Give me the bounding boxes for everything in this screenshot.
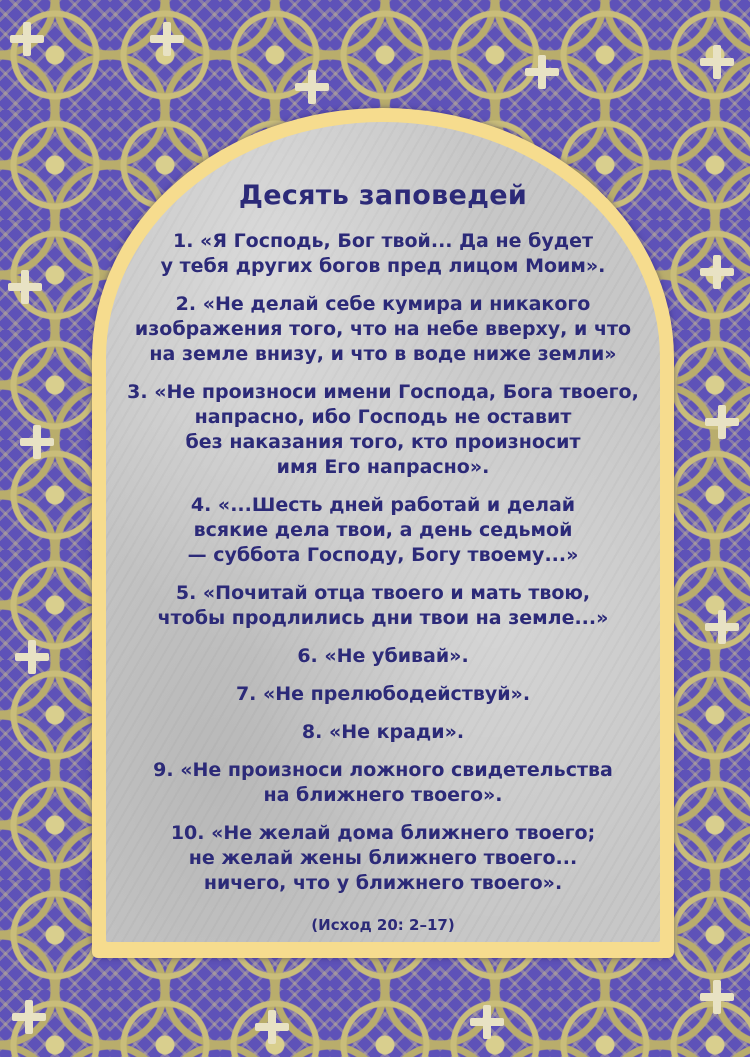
cross-ornament-icon [10,22,44,56]
cross-ornament-icon [705,610,739,644]
cross-ornament-icon [525,55,559,89]
cross-ornament-icon [8,270,42,304]
cross-ornament-icon [295,70,329,104]
commandment-3: 3. «Не произноси имени Господа, Бога твоего, напрасно, ибо Господь не оставит без наказания того, кто произносит имя Его напрасно». [127,381,639,478]
cross-ornament-icon [470,1005,504,1039]
commandment-9: 9. «Не произноси ложного свидетельства на ближнего твоего». [153,759,613,806]
tablet-content [106,122,660,949]
page-title: Десять заповедей [238,180,528,211]
cross-ornament-icon [705,405,739,439]
commandment-7: 7. «Не прелюбодействуй». [235,683,531,705]
commandment-6: 6. «Не убивай». [297,645,469,667]
cross-ornament-icon [12,1000,46,1034]
commandment-1: 1. «Я Господь, Бог твой... Да не будет у тебя других богов пред лицом Моим». [160,230,606,277]
cross-ornament-icon [700,980,734,1014]
commandment-10: 10. «Не желай дома ближнего твоего; не желай жены ближнего твоего... ничего, что у ближнего твоего». [170,822,596,894]
cross-ornament-icon [700,45,734,79]
cross-ornament-icon [20,425,54,459]
commandment-4: 4. «...Шесть дней работай и делай всякие дела твои, а день седьмой — суббота Господу, Богу твоему...» [187,494,579,566]
cross-ornament-icon [150,22,184,56]
commandment-5: 5. «Почитай отца твоего и мать твою, чтобы продлились дни твои на земле...» [157,582,609,629]
commandment-8: 8. «Не кради». [301,721,465,743]
cross-ornament-icon [255,1010,289,1044]
commandment-2: 2. «Не делай себе кумира и никакого изображения того, что на небе вверху, и что на земле внизу, и что в воде ниже земли» [134,293,632,365]
scripture-reference: (Исход 20: 2–17) [311,916,455,934]
cross-ornament-icon [700,255,734,289]
cross-ornament-icon [15,640,49,674]
